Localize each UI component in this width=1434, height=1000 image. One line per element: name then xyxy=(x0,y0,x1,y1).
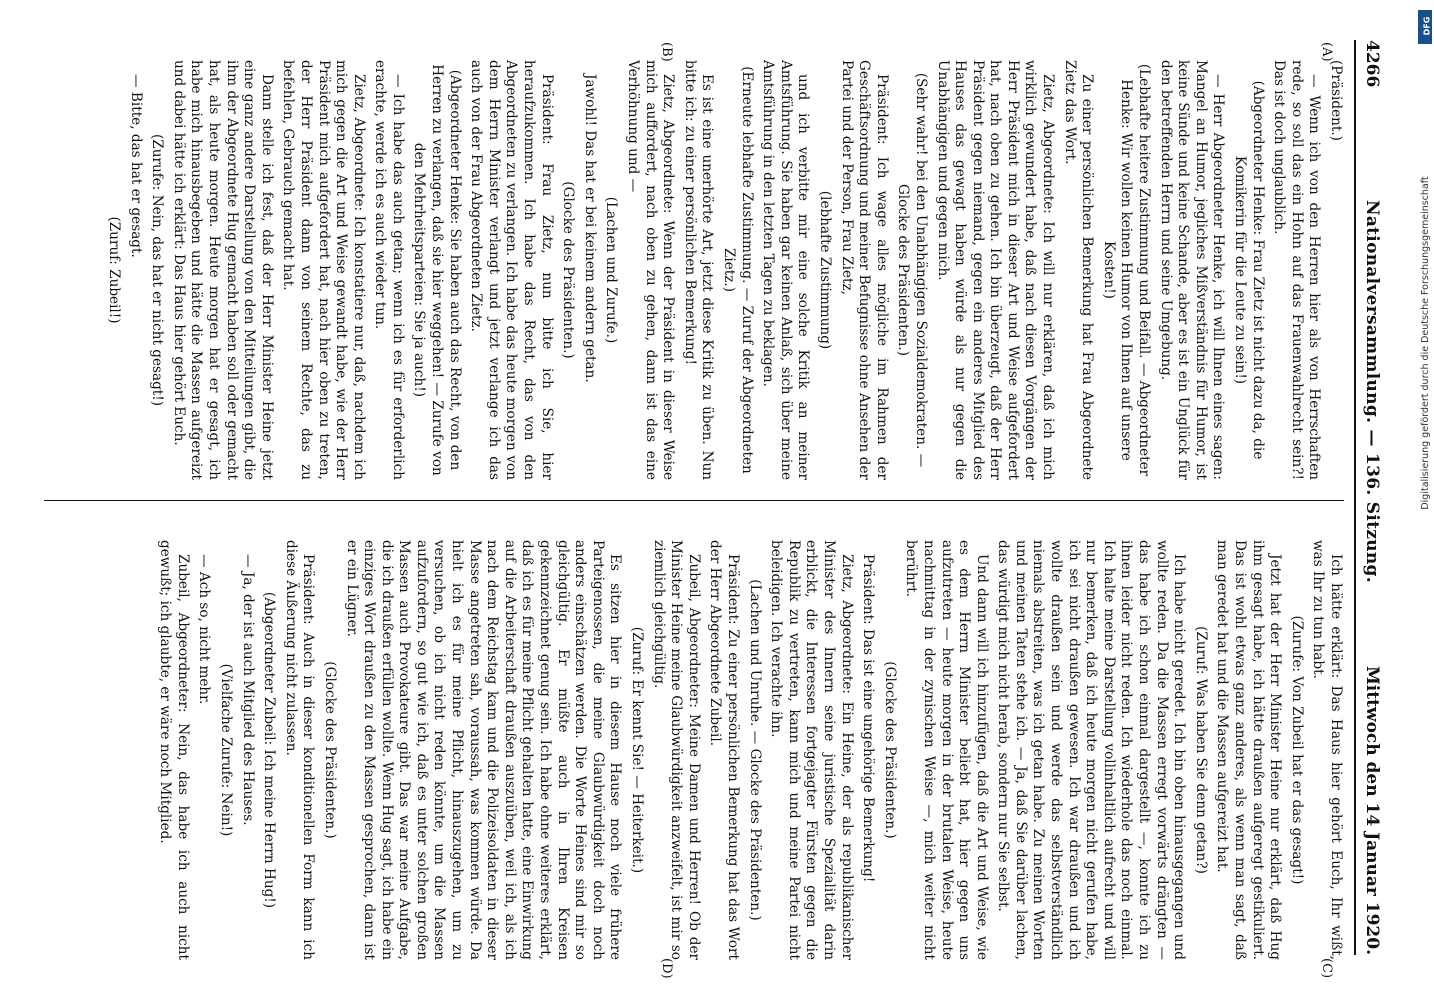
right-column-paragraph: (Vielfache Zurufe: Nein!) xyxy=(217,663,234,837)
left-column-paragraph: Zu einer persönlichen Bemerkung hat Frau Abgeordnete Zietz das Wort. xyxy=(1061,60,1096,480)
left-column-paragraph: Dann stelle ich fest, daß der Herr Minister Heine jetzt eine ganz andere Darstellung von den Mitteilungen gibt, die ihm der Abgeordnete Hug gemacht haben soll oder gemacht hat, als heute morgen. Heute morgen hat er gesagt, ich habe mich hinausbegeben und hätte die Massen aufgereizt und dabei hätte ich erklärt: Das Haus hier gehört Euch. xyxy=(170,60,275,480)
left-column-paragraph: Zietz, Abgeordnete: Wenn der Präsident in dieser Weise mich auffordert, nach oben zu gehen, dann ist das eine Verhöhnung und — xyxy=(625,60,677,480)
page-number: 4266 xyxy=(1362,40,1382,88)
right-column-paragraph: (Zuruf: Was haben Sie denn getan?) xyxy=(1192,626,1209,874)
left-column-paragraph: und ich verbitte mir eine solche Kritik an meiner Amtsführung. Sie haben gar keinen Anlaß, sich über meine Amtsführung in den letzten Tagen zu beklagen. xyxy=(760,60,812,480)
left-column-paragraph: — Wenn ich von den Herren hier als von Herrschaften rede, so soll das ein Hohn auf das Frauenwahlrecht sein?! Das ist doch unglaublich. xyxy=(1271,60,1323,480)
right-column-paragraph: Zubeil, Abgeordneter: Meine Damen und Herren! Ob der Minister Heine meine Glaubwürdigkeit anzweifelt, ist mir so ziemlich gleichgültig. xyxy=(650,540,702,960)
right-column-paragraph: — Ja, der ist auch Mitglied des Hauses. xyxy=(239,554,256,826)
right-column-paragraph: Zubeil, Abgeordneter: Nein, das habe ich auch nicht gewußt; ich glaubte, er wäre noch Mitglied. xyxy=(157,540,191,960)
right-column-paragraph: Präsident: Auch in dieser konditionellen Form kann ich diese Äußerung nicht zulassen. xyxy=(282,540,317,960)
right-column-paragraph: Präsident: Das ist eine ungehörige Bemerkung! xyxy=(860,554,877,883)
right-column-paragraph: Ich hätte erklärt: Das Haus hier gehört Euch, Ihr wißt, was Ihr zu tun habt. xyxy=(1310,540,1344,960)
digitization-credit: Digitalisierung gefördert durch die Deutsche Forschungsgemeinschaft xyxy=(1420,176,1431,510)
right-column-paragraph: (Glocke des Präsidenten.) xyxy=(321,661,338,839)
right-column-paragraph: (Glocke des Präsidenten.) xyxy=(881,661,898,839)
left-column-paragraph: Jawohl! Das hat er bei keinem andern getan. xyxy=(581,74,598,383)
page-header xyxy=(1354,40,1382,955)
right-column-paragraph: — Ach so, nicht mehr. xyxy=(196,554,213,705)
column-divider xyxy=(44,500,1344,501)
left-column-paragraph: Präsident: Ich wage alles mögliche im Rahmen der Geschäftsordnung und meiner Befugnisse ohne Ansehen der Partei und der Person, Frau Zietz, xyxy=(838,60,890,480)
left-column-paragraph: (Lachen und Zurufe.) xyxy=(603,196,620,344)
left-column-paragraph: (lebhafte Zustimmung) xyxy=(816,190,833,350)
right-column-paragraph: Präsident: Zu einer persönlichen Bemerkung hat das Wort der Herr Abgeordnete Zubeil. xyxy=(707,540,741,960)
left-column-paragraph: (Erneute lebhafte Zustimmung. — Zuruf der Abgeordneten Zietz.) xyxy=(721,66,755,474)
left-column-paragraph: Zietz, Abgeordnete: Ich konstatiere nur, daß, nachdem ich mich gegen die Art und Weise gewandt habe, wie der Herr Präsident mich aufgefordert hat, nach hier oben zu treten, der Herr Präsident dann von seinem Rechte, das zu befehlen, Gebrauch gemacht hat. xyxy=(280,60,367,480)
right-column-paragraph: Jetzt hat der Herr Minister Heine nur erklärt, daß Hug ihm gesagt habe, ich hätte draußen aufgeregt gestikuliert. Das ist wohl etwas ganz anderes, als wenn man sagt, daß man geredet hat und die Massen aufgereizt hat. xyxy=(1214,540,1284,960)
left-column-paragraph: (Abgeordneter Henke: Frau Zietz ist nicht dazu da, die Komikerin für die Leute zu sein!) xyxy=(1232,80,1266,460)
right-column-paragraph: (Abgeordneter Zubeil: Ich meine Herrn Hug!) xyxy=(261,591,278,909)
right-column xyxy=(4,540,1344,960)
left-column-paragraph: (Lebhafte heitere Zustimmung und Beifall. — Abgeordneter Henke: Wir wollen keinen Humor von Ihnen auf unsere Kosten!) xyxy=(1100,63,1153,477)
left-column-paragraph: Es ist eine unerhörte Art, jetzt diese Kritik zu üben. Nun bitte ich: zu einer persönlichen Bemerkung! xyxy=(681,60,716,480)
header-rule xyxy=(1354,40,1356,955)
left-column-paragraph: (Sehr wahr! bei den Unabhängigen Sozialdemokraten. — Glocke des Präsidenten.) xyxy=(895,72,929,468)
left-column-paragraph: Präsident: Frau Zietz, nun bitte ich Sie, hier heraufzukommen. Ich habe das Recht, das von den Abgeordneten zu verlangen. Ich habe das heute morgen von dem Herrn Minister verlangt und jetzt verlange ich das auch von der Frau Abgeordneten Zietz. xyxy=(468,60,555,480)
margin-mark-b: (B) xyxy=(659,42,674,62)
left-column-paragraph: — Ich habe das auch getan; wenn ich es für erforderlich erachte, werde ich es auch wieder tun. xyxy=(372,60,406,480)
left-column-paragraph: — Bitte, das hat er gesagt. xyxy=(127,74,144,258)
right-column-paragraph: Und dann will ich hinzufügen, daß die Art und Weise, wie es dem Herrn Minister beliebt hat, hier gegen uns aufzutreten — heute morgen in der brutalen Weise, heute nachmittag in der zynischen Weise —, mich weiter nicht berührt. xyxy=(903,540,990,960)
left-column-paragraph: (Abgeordneter Henke: Sie haben auch das Recht, von den Herren zu verlangen, daß sie hier weggehen! — Zurufe von den Mehrheitsparteien: Sie ja auch!) xyxy=(411,64,463,476)
left-column-paragraph: — Herr Abgeordneter Henke, ich will Ihnen eines sagen: Mangel an Humor, jegliches Mißverständnis für Humor, ist keine Sünde und keine Schande, aber es ist ein Unglück für den betreffenden Herrn und seine Umgebung. xyxy=(1157,60,1227,480)
dfg-logo: DFG xyxy=(1418,10,1432,44)
margin-mark-c: (C) xyxy=(1319,958,1334,979)
left-column xyxy=(4,60,1344,480)
right-column-paragraph: Zietz, Abgeordnete: Ein Heine, der als republikanischer Minister des Innern seine juristische Spezialität darin erblickt, die Interessen fortgejagter Fürsten gegen die Republik zu vertreten, kann mich und meine Partei nicht beleidigen. Ich verachte ihn. xyxy=(768,540,855,960)
session-date: Mittwoch den 14 Januar 1920. xyxy=(1362,665,1382,955)
right-column-paragraph: (Zurufe: Von Zubeil hat er das gesagt!) xyxy=(1288,615,1305,885)
right-column-paragraph: (Lachen und Unruhe. — Glocke des Präsidenten.) xyxy=(746,579,763,921)
right-column-paragraph: (Zuruf: Er kennt Sie! — Heiterkeit.) xyxy=(629,626,646,874)
left-column-paragraph: (Zurufe: Nein, das hat er nicht gesagt!) xyxy=(149,133,166,407)
left-column-paragraph: (Präsident.) xyxy=(1328,60,1344,141)
right-column-paragraph: Ich habe nicht geredet. Ich bin oben hinausgegangen und wollte reden. Da die Massen erregt vorwärts drängten — das habe ich schon einmal dargestellt —, konnte ich zu ihnen leider nicht reden. Ich wiederhole das noch einmal. Ich halte meine Darstellung vollinhaltlich aufrecht und will nur bemerken, daß ich heute morgen nicht gerufen habe, ich sei nicht draußen gewesen. Ich war draußen und ich wollte draußen sein und werde das selbstverständlich niemals abstreiten, was ich getan habe. Zu meinen Worten und meinen Taten stehe ich. — Ja, daß Sie darüber lachen, das würdigt mich nicht herab, sondern nur Sie selbst. xyxy=(995,540,1188,960)
right-column-paragraph: Es sitzen hier in diesem Hause noch viele frühere Parteigenossen, die meine Glaubwürdigkeit doch noch anders einschätzen werden. Die Worte Heines sind mir so gleichgültig. Er müßte auch in Ihren Kreisen gekennzeichnet genug sein. Ich habe ohne weiteres erklärt, daß ich es für meine Pflicht gehalten hatte, eine Einwirkung auf die Arbeiterschaft draußen auszuüben, weil ich, als ich nach dem Reichstag kam und die Polizeisoldaten in dieser Masse angetreten sah, voraussah, was kommen würde. Da hielt ich es für meine Pflicht, hinauszugehen, um zu versuchen, ob ich nicht reden könnte, um die Massen aufzufordern, so gut wie ich, daß es unter solchen großen Massen auch Provokateure gibt. Das war meine Aufgabe, die ich draußen erfüllen wollte. Wenn Hug sagt, ich habe ein einziges Wort draußen zu den Massen gesprochen, dann ist er ein Lügner. xyxy=(343,540,624,960)
margin-mark-d: (D) xyxy=(659,958,674,979)
digitization-credit-strip xyxy=(1417,6,1433,994)
left-column-paragraph: Zietz, Abgeordnete: Ich will nur erklären, daß ich mich wirklich gewundert habe, daß nach diesen Vorgängen der Herr Präsident mich in dieser Art und Weise aufgefordert hat, nach oben zu gehen. Ich bin überzeugt, daß der Herr Präsident gegen niemand, gegen ein anderes Mitglied des Hauses das gewagt haben würde als nur gegen die Unabhängigen und gegen mich. xyxy=(934,60,1057,480)
left-column-paragraph: (Zuruf: Zubeil!) xyxy=(106,216,122,324)
margin-mark-a: (A) xyxy=(1319,42,1334,62)
left-column-paragraph: (Glocke des Präsidenten.) xyxy=(560,181,577,359)
page-title: Nationalversammlung. — 136. Sitzung. xyxy=(1362,200,1382,583)
